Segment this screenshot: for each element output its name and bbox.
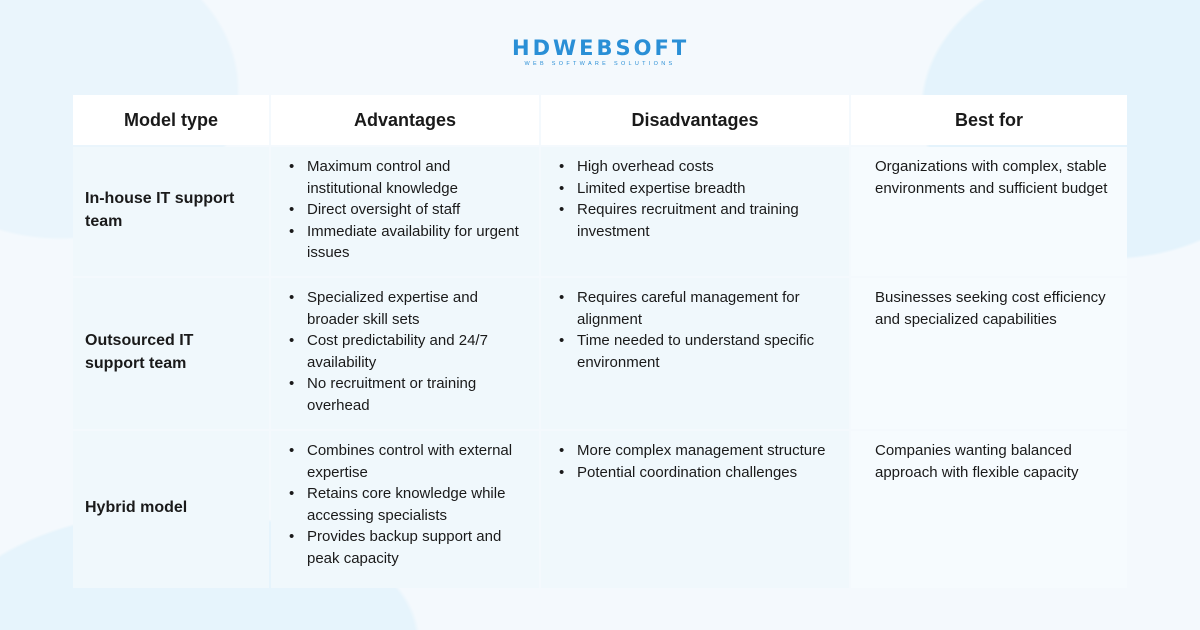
list-item: • Limited expertise breadth	[555, 178, 835, 200]
model-type: Hybrid model	[85, 499, 188, 517]
list-item: • More complex management structure	[555, 440, 835, 462]
disadvantages-list	[555, 440, 835, 483]
model-type-cell	[73, 147, 269, 276]
best-for-text: Organizations with complex, stable environments and sufficient budget	[875, 158, 1108, 197]
list-item: • Immediate availability for urgent issues	[285, 221, 525, 264]
list-item: • Combines control with external expertise	[285, 440, 525, 483]
table-row	[73, 431, 1127, 588]
logo-name: HDWEBSOFT	[512, 36, 690, 60]
disadvantages-cell	[541, 147, 849, 276]
best-for-text: Companies wanting balanced approach with flexible capacity	[875, 441, 1079, 481]
best-for-cell	[851, 431, 1127, 588]
table-row	[73, 147, 1127, 276]
advantages-cell	[271, 431, 539, 588]
advantages-list	[285, 440, 525, 570]
model-type: In-house IT support team	[85, 189, 235, 230]
disadvantages-cell	[541, 431, 849, 588]
list-item: • Time needed to understand specific environment	[555, 330, 835, 373]
comparison-table	[71, 93, 1129, 590]
best-for-text: Businesses seeking cost efficiency and specialized capabilities	[875, 288, 1106, 328]
list-item: • Potential coordination challenges	[555, 462, 835, 484]
advantages-cell	[271, 147, 539, 276]
list-item: • Requires recruitment and training investment	[555, 199, 835, 242]
header-advantages: Advantages	[271, 95, 539, 145]
list-item: • Cost predictability and 24/7 availability	[285, 330, 525, 373]
list-item: • Direct oversight of staff	[285, 199, 525, 221]
list-item: • Retains core knowledge while accessing specialists	[285, 483, 525, 526]
table-header-row	[73, 95, 1127, 145]
model-type-cell	[73, 431, 269, 588]
list-item: • Maximum control and institutional knowledge	[285, 156, 525, 199]
disadvantages-cell	[541, 278, 849, 429]
list-item: • High overhead costs	[555, 156, 835, 178]
list-item: • Specialized expertise and broader skill sets	[285, 287, 525, 330]
header-disadvantages: Disadvantages	[541, 95, 849, 145]
list-item: • Requires careful management for alignment	[555, 287, 835, 330]
header-best-for: Best for	[851, 95, 1127, 145]
advantages-list	[285, 156, 525, 264]
disadvantages-list	[555, 156, 835, 242]
advantages-list	[285, 287, 525, 417]
best-for-cell	[851, 147, 1127, 276]
header-model-type: Model type	[73, 95, 269, 145]
disadvantages-list	[555, 287, 835, 373]
advantages-cell	[271, 278, 539, 429]
list-item: • Provides backup support and peak capacity	[285, 526, 525, 569]
hdwebsoft-logo	[512, 36, 688, 67]
logo-tagline: WEB SOFTWARE SOLUTIONS	[524, 61, 676, 67]
table-row	[73, 278, 1127, 429]
best-for-cell	[851, 278, 1127, 429]
model-type-cell	[73, 278, 269, 429]
list-item: • No recruitment or training overhead	[285, 373, 525, 416]
model-type: Outsourced IT support team	[85, 331, 194, 372]
